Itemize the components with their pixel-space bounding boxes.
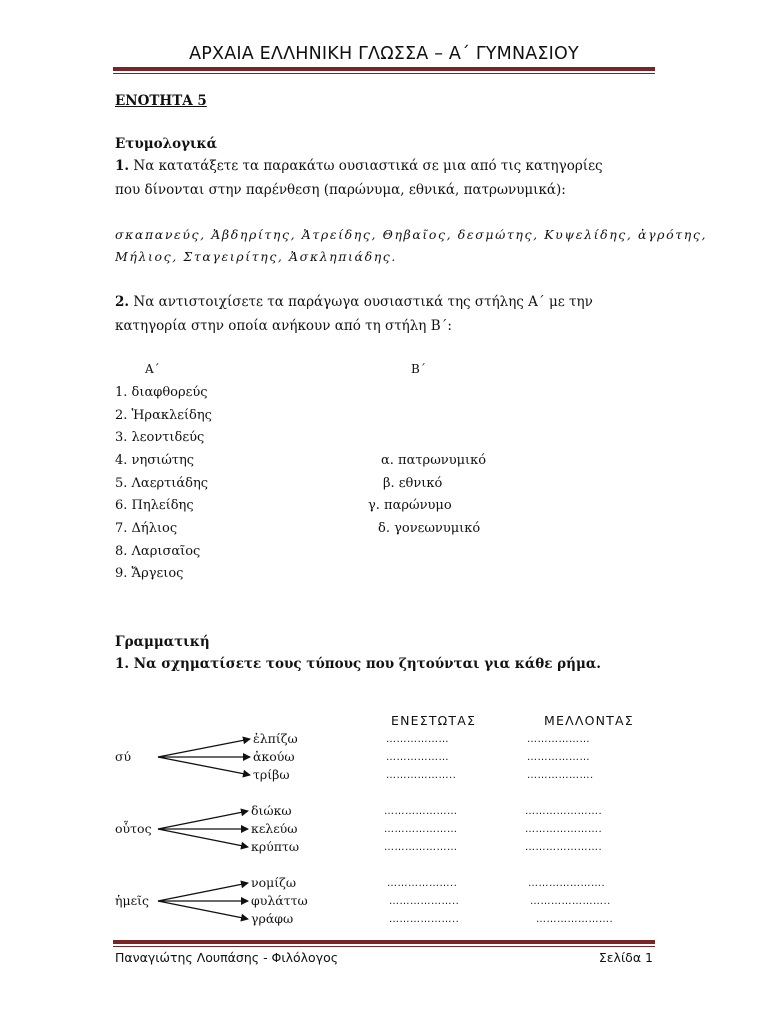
derivative-item-4: 4. νησιώτης (115, 453, 195, 468)
pronoun-su: σύ (115, 749, 132, 764)
derivative-item-9: 9. Ἄργειος (115, 566, 184, 581)
derivative-item-7: 7. Δήλιος (115, 521, 178, 536)
column-b-header: Β΄ (411, 362, 426, 376)
footer-rule-thick (113, 940, 655, 944)
blank-present-krypto[interactable]: ………………… (384, 842, 458, 853)
blank-present-akouo[interactable]: ……………… (386, 752, 449, 763)
category-item-b: β. εθνικό (383, 476, 443, 491)
blank-present-nomizo[interactable]: ……………….. (387, 878, 458, 889)
footer-author: Παναγιώτης Λουπάσης - Φιλόλογος (115, 950, 339, 965)
derivative-item-3: 3. λεοντιδεύς (115, 430, 205, 445)
arrow-group-hmeis (158, 883, 248, 919)
etym-exercise2-line2: κατηγορία στην οποία ανήκουν από τη στήλη Β΄: (115, 318, 452, 334)
pronoun-hmeis: ἡμεῖς (115, 893, 149, 908)
section-heading: ΕΝΟΤΗΤΑ 5 (115, 93, 207, 109)
arrow-hmeis-3 (158, 901, 248, 919)
verb-grafo: γράφω (251, 911, 294, 926)
etym-exercise1-text1: Να κατατάξετε τα παρακάτω ουσιαστικά σε μια από τις κατηγορίες (129, 158, 603, 174)
blank-present-elpizo[interactable]: ……………… (386, 734, 449, 745)
blank-present-dioko[interactable]: ………………… (384, 806, 458, 817)
col-future-header: ΜΕΛΛΟΝΤΑΣ (544, 713, 634, 728)
grammar-exercise1-text: Να σχηματίσετε τους τύπους που ζητούνται για κάθε ρήμα. (129, 656, 601, 672)
verb-nomizo: νομίζω (251, 875, 297, 890)
col-present-header: ΕΝΕΣΤΩΤΑΣ (391, 713, 477, 728)
verb-keleuo: κελεύω (251, 821, 298, 836)
etym-words-line2: Μήλιος, Σταγειρίτης, Ἀσκληπιάδης. (115, 249, 397, 264)
category-item-a: α. πατρωνυμικό (381, 453, 487, 468)
blank-future-grafo[interactable]: …………………. (536, 914, 614, 925)
arrow-su-3 (158, 757, 250, 775)
blank-present-fylatto[interactable]: ……………….. (389, 896, 460, 907)
etym-exercise1-number: 1. (115, 158, 130, 174)
blank-future-keleuo[interactable]: …………………. (525, 824, 603, 835)
category-item-c: γ. παρώνυμο (368, 498, 452, 513)
derivative-item-1: 1. διαφθορεύς (115, 385, 208, 400)
derivative-item-2: 2. Ἡρακλείδης (115, 408, 212, 423)
derivative-item-6: 6. Πηλείδης (115, 498, 194, 513)
verb-akouo: ἀκούω (253, 749, 295, 764)
blank-future-elpizo[interactable]: ……………… (527, 734, 590, 745)
blank-present-tribo[interactable]: ……………….. (386, 770, 457, 781)
grammar-heading: Γραμματική (115, 634, 210, 650)
etymology-heading: Ετυμολογικά (115, 136, 218, 152)
arrow-outos-1 (158, 811, 248, 829)
blank-future-nomizo[interactable]: …………………. (528, 878, 606, 889)
verb-fylatto: φυλάττω (251, 893, 308, 908)
arrow-outos-3 (158, 829, 248, 847)
blank-future-tribo[interactable]: ………………. (527, 770, 594, 781)
arrow-su-1 (158, 739, 250, 757)
blank-future-fylatto[interactable]: ………………….. (530, 896, 611, 907)
arrow-hmeis-1 (158, 883, 248, 901)
column-a-header: Α΄ (145, 362, 160, 376)
etym-words-line1: σκαπανεύς, Ἀβδηρίτης, Ἀτρείδης, Θηβαῖος, δεσμώτης, Κυψελίδης, ἀγρότης, (115, 227, 708, 242)
etym-exercise2-number: 2. (115, 294, 130, 310)
arrow-group-outos (158, 811, 248, 847)
arrow-group-su (158, 739, 250, 775)
derivative-item-5: 5. Λαερτιάδης (115, 476, 209, 491)
page-header-title: ΑΡΧΑΙΑ ΕΛΛΗΝΙΚΗ ΓΛΩΣΣΑ – Α΄ ΓΥΜΝΑΣΙΟΥ (189, 44, 579, 64)
blank-future-krypto[interactable]: …………………. (525, 842, 603, 853)
verb-dioko: διώκω (251, 803, 292, 818)
etym-exercise1-line2: που δίνονται στην παρένθεση (παρώνυμα, εθνικά, πατρωνυμικά): (115, 182, 566, 198)
verb-elpizo: ἐλπίζω (253, 731, 298, 746)
footer-rule-thin (113, 946, 655, 947)
blank-future-akouo[interactable]: ……………… (527, 752, 590, 763)
blank-present-keleuo[interactable]: ………………… (384, 824, 458, 835)
verb-tribo: τρίβω (253, 767, 290, 782)
grammar-exercise1-number: 1. (115, 656, 130, 672)
blank-future-dioko[interactable]: …………………. (525, 806, 603, 817)
verb-krypto: κρύπτω (251, 839, 300, 854)
derivative-item-8: 8. Λαρισαῖος (115, 544, 201, 559)
pronoun-outos: οὗτος (115, 821, 152, 836)
blank-present-grafo[interactable]: ……………….. (389, 914, 460, 925)
category-item-d: δ. γονεωνυμικό (378, 521, 481, 536)
footer-page-number: Σελίδα 1 (598, 950, 653, 965)
etym-exercise2-text1: Να αντιστοιχίσετε τα παράγωγα ουσιαστικά της στήλης Α΄ με την (129, 294, 593, 310)
